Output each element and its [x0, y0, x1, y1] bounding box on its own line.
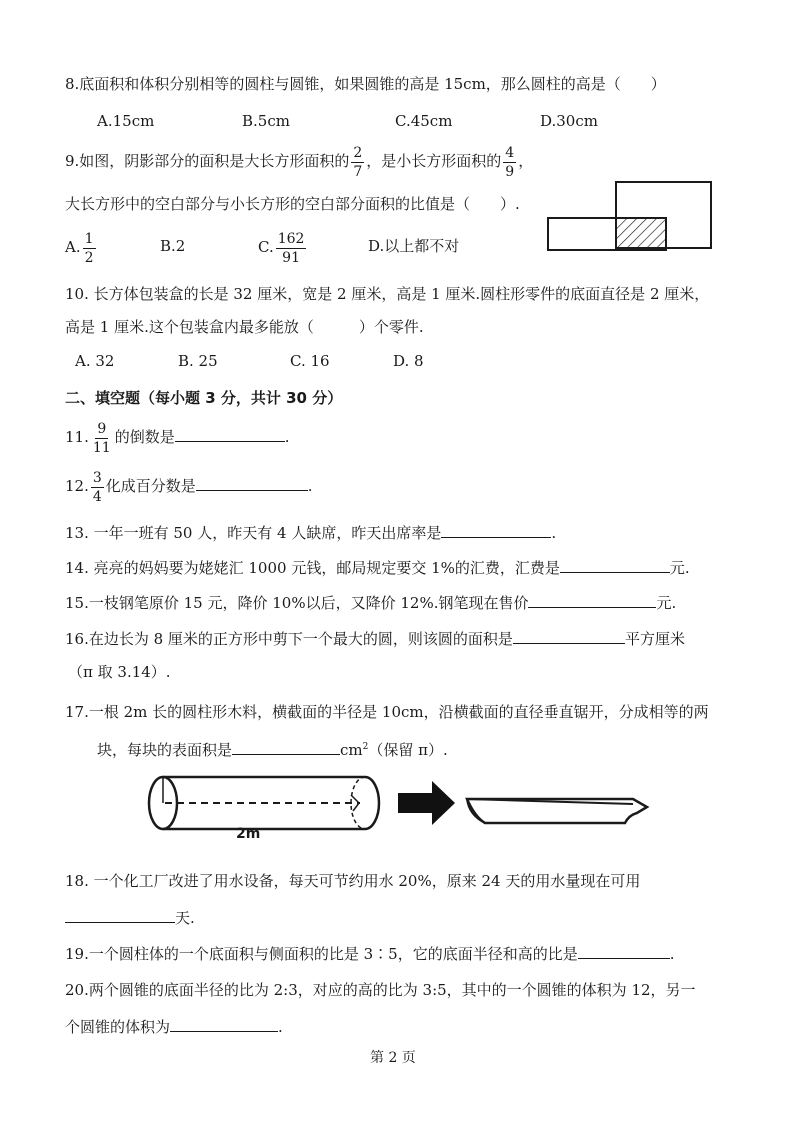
q20-answer-blank[interactable] — [170, 1016, 278, 1032]
q20-line2: 个圆锥的体积为 . — [65, 1018, 283, 1036]
q8-option-a: A.15cm — [97, 112, 155, 130]
q10-option-d: D. 8 — [393, 352, 424, 370]
shaded-overlap — [616, 218, 666, 248]
q10-option-c: C. 16 — [290, 352, 330, 370]
q9-option-a: A. $\frac{1}{2}$ — [65, 230, 94, 266]
q10-line2: 高是 1 厘米.这个包装盒内最多能放（ ）个零件. — [65, 318, 424, 336]
cylinder-length-label: 2m — [236, 826, 261, 842]
section-2-heading: 二、填空题（每小题 3 分，共计 30 分） — [65, 389, 343, 407]
q8-stem: 8.底面积和体积分别相等的圆柱与圆锥，如果圆锥的高是 15cm，那么圆柱的高是（ ） — [65, 75, 666, 93]
q14-answer-blank[interactable] — [560, 557, 670, 573]
q20-line1: 20.两个圆锥的底面半径的比为 2:3，对应的高的比为 3:5，其中的一个圆锥的体积为 12，另一 — [65, 981, 696, 999]
q9-option-d: D.以上都不对 — [368, 237, 460, 255]
q18-line2: 天. — [65, 907, 195, 928]
q16-line1: 16.在边长为 8 厘米的正方形中剪下一个最大的圆，则该圆的面积是 平方厘米 — [65, 630, 685, 648]
q9-stem-line2: 大长方形中的空白部分与小长方形的空白部分面积的比值是（ ）. — [65, 195, 520, 213]
q17-line2: 块，每块的表面积是 $cm^2$（保留 π）. — [97, 741, 448, 759]
q8-option-d: D.30cm — [540, 112, 598, 130]
q19-answer-blank[interactable] — [578, 943, 670, 959]
q8-option-c: C.45cm — [395, 112, 453, 130]
q9-fraction-1: $\frac{2}{7}$ — [353, 144, 363, 180]
q17-line1: 17.一根 2m 长的圆柱形木料，横截面的半径是 10cm，沿横截面的直径垂直锯开，分成相等的两 — [65, 703, 709, 721]
q17-answer-blank[interactable] — [232, 739, 340, 755]
q9-option-c: C. $\frac{162}{91}$ — [258, 230, 305, 266]
q16-answer-blank[interactable] — [513, 628, 625, 644]
q13-answer-blank[interactable] — [441, 522, 551, 538]
q10-option-b: B. 25 — [178, 352, 218, 370]
q14: 14. 亮亮的妈妈要为姥姥汇 1000 元钱，邮局规定要交 1%的汇费，汇费是 元. — [65, 559, 690, 577]
page-number: 第 2 页 — [370, 1050, 416, 1066]
q10-option-a: A. 32 — [75, 352, 115, 370]
q9-fraction-2: $\frac{4}{9}$ — [505, 144, 515, 180]
q12: 12. $\frac{3}{4}$ 化成百分数是 . — [65, 469, 313, 505]
q18-line1: 18. 一个化工厂改进了用水设备，每天可节约用水 20%，原来 24 天的用水量现在可用 — [65, 872, 641, 890]
q11-answer-blank[interactable] — [175, 426, 285, 442]
q16-line2: （π 取 3.14）. — [68, 663, 171, 681]
q9-option-b: B.2 — [160, 237, 186, 255]
q19: 19.一个圆柱体的一个底面积与侧面积的比是 3∶5，它的底面半径和高的比是 . — [65, 945, 675, 963]
q12-answer-blank[interactable] — [196, 475, 308, 491]
q18-answer-blank[interactable] — [65, 907, 175, 923]
q15-answer-blank[interactable] — [528, 592, 656, 608]
q10-line1: 10. 长方体包装盒的长是 32 厘米，宽是 2 厘米，高是 1 厘米.圆柱形零件的底面直径是 2 厘米， — [65, 285, 710, 303]
q9-rectangles-figure — [546, 180, 716, 250]
q11: 11. $\frac{9}{11}$ 的倒数是 . — [65, 420, 290, 456]
q13: 13. 一年一班有 50 人，昨天有 4 人缺席，昨天出席率是 . — [65, 524, 557, 542]
q8-option-b: B.5cm — [242, 112, 290, 130]
q9-stem-line1: 9.如图，阴影部分的面积是大长方形面积的 $\frac{2}{7}$ ，是小长方形面积的 $\frac{4}{9}$ ， — [65, 144, 534, 180]
q15: 15.一枝钢笔原价 15 元，降价 10%以后，又降价 12%.钢笔现在售价 元. — [65, 594, 677, 612]
q17-cylinder-figure — [145, 773, 665, 843]
